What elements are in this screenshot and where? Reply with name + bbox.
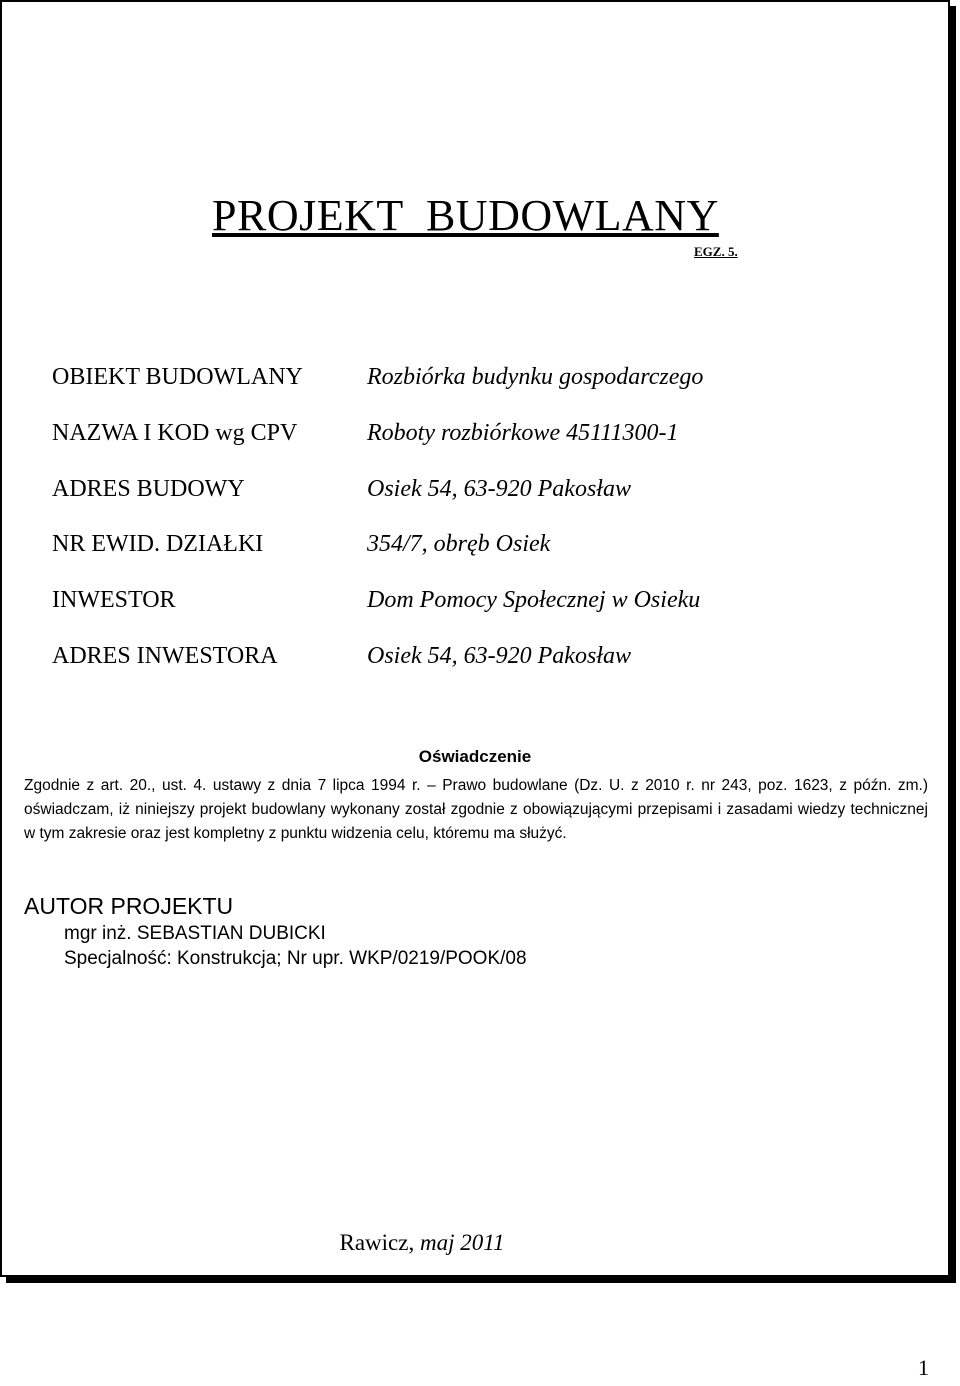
field-value-adres-budowy: Osiek 54, 63-920 Pakosław (367, 476, 631, 502)
declaration-text: Zgodnie z art. 20., ust. 4. ustawy z dnia 7 lipca 1994 r. – Prawo budowlane (Dz. U. z 2010 r. nr 243, poz. 1623, z późn. zm.) oświadczam, iż niniejszy projekt budowlany wykonany został zgodnie z obowiązującymi przepisami i zasadami wiedzy technicznej w tym zakresie oraz jest kompletny z punktu widzenia celu, któremu ma służyć. (24, 777, 928, 842)
page-number: 1 (918, 1355, 929, 1380)
place-date (0, 1230, 844, 1256)
frame-shadow-bottom (6, 1277, 956, 1283)
field-label-dzialka: NR EWID. DZIAŁKI (52, 531, 264, 557)
field-label-inwestor: INWESTOR (52, 587, 176, 613)
field-label-adres-inwestora: ADRES INWESTORA (52, 643, 278, 669)
date: maj 2011 (419, 1230, 505, 1255)
field-value-inwestor: Dom Pomocy Społecznej w Osieku (367, 587, 701, 613)
copy-number: EGZ. 5. (694, 244, 738, 259)
field-value-dzialka: 354/7, obręb Osiek (367, 531, 551, 557)
field-value-obiekt: Rozbiórka budynku gospodarczego (367, 364, 704, 390)
frame-shadow-right (950, 6, 956, 1283)
author-name: mgr inż. SEBASTIAN DUBICKI (64, 923, 326, 944)
field-label-adres-budowy: ADRES BUDOWY (52, 476, 245, 502)
field-value-adres-inwestora: Osiek 54, 63-920 Pakosław (367, 643, 631, 669)
field-value-cpv: Roboty rozbiórkowe 45111300-1 (367, 420, 679, 446)
place: Rawicz, (339, 1230, 415, 1255)
field-label-obiekt: OBIEKT BUDOWLANY (52, 364, 303, 390)
document-title: PROJEKT BUDOWLANY (212, 191, 719, 240)
declaration-heading: Oświadczenie (418, 747, 532, 766)
field-label-cpv: NAZWA I KOD wg CPV (52, 420, 298, 446)
author-specialty: Specjalność: Konstrukcja; Nr upr. WKP/0219/POOK/08 (64, 948, 527, 969)
author-heading: AUTOR PROJEKTU (24, 893, 234, 919)
